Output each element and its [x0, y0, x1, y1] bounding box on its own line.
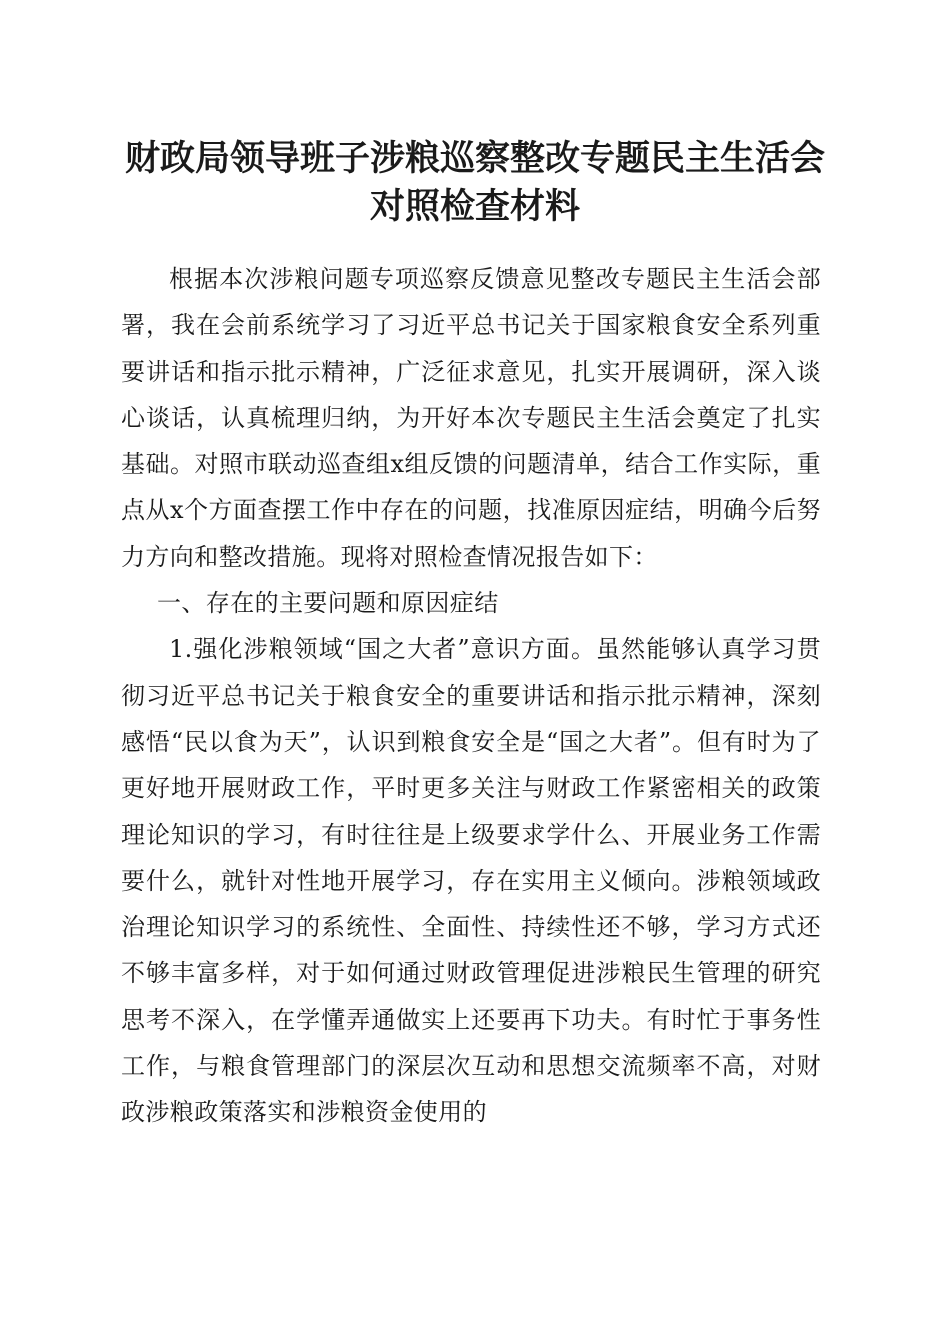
document-title-line-1: 财政局领导班子涉粮巡察整改专题民主生活会: [124, 138, 825, 179]
section-heading: 一、存在的主要问题和原因症结: [157, 589, 499, 618]
document-title-line-2: 对照检查材料: [369, 186, 580, 227]
item-1-paragraph: 1.强化涉粮领域“国之大者”意识方面。虽然能够认真学习贯彻习近平总书记关于粮食安全的重要讲话和指示批示精神，深刻感悟“民以食为天”，认识到粮食安全是“国之大者”。但有时为了更好地开展财政工作，平时更多关注与财政工作紧密相关的政策理论知识的学习，有时往往是上级要求学什么、开展业务工作需要什么，就针对性地开展学习，存在实用主义倾向。涉粮领域政治理论知识学习的系统性、全面性、持续性还不够，学习方式还不够丰富多样，对于如何通过财政管理促进涉粮民生管理的研究思考不深入，在学懂弄通做实上还要再下功夫。有时忙于事务性工作，与粮食管理部门的深层次互动和思想交流频率不高，对财政涉粮政策落实和涉粮资金使用的: [121, 635, 821, 1127]
intro-paragraph: 根据本次涉粮问题专项巡察反馈意见整改专题民主生活会部署，我在会前系统学习了习近平总书记关于国家粮食安全系列重要讲话和指示批示精神，广泛征求意见，扎实开展调研，深入谈心谈话，认真梳理归纳，为开好本次专题民主生活会奠定了扎实基础。对照市联动巡查组x组反馈的问题清单，结合工作实际，重点从x个方面查摆工作中存在的问题，找准原因症结，明确今后努力方向和整改措施。现将对照检查情况报告如下：: [121, 265, 821, 571]
document-body: [121, 256, 821, 1136]
